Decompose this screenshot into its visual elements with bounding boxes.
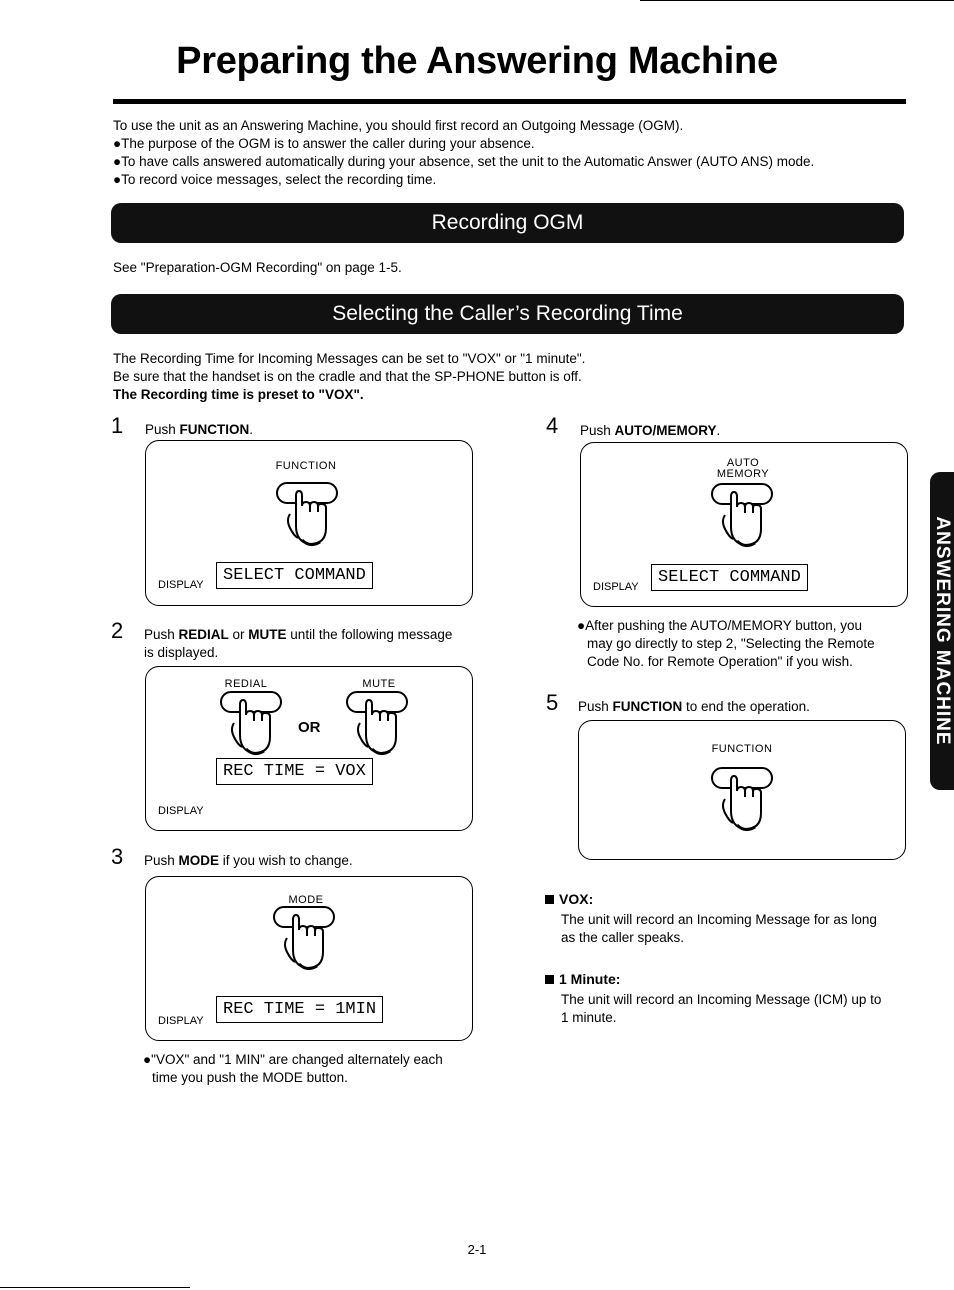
lcd-display: SELECT COMMAND xyxy=(651,564,808,591)
minute-heading xyxy=(545,971,620,989)
intro-line: The Recording Time for Incoming Messages can be set to "VOX" or "1 minute". xyxy=(113,351,586,366)
note-line: Code No. for Remote Operation" if you wish. xyxy=(587,654,853,669)
step4-note xyxy=(577,617,875,671)
button-label: REDIAL xyxy=(224,678,268,690)
ogm-reference-note: See "Preparation-OGM Recording" on page 1-5. xyxy=(113,260,402,275)
button-label xyxy=(703,458,783,480)
description-line: The unit will record an Incoming Message for as long xyxy=(561,912,877,927)
lcd-display: SELECT COMMAND xyxy=(216,562,373,589)
intro-line-bold: The Recording time is preset to "VOX". xyxy=(113,387,364,402)
section-banner-recording-time: Selecting the Caller’s Recording Time xyxy=(111,294,904,334)
button-label: MODE xyxy=(288,894,324,906)
step-instruction xyxy=(145,421,253,439)
step4-panel xyxy=(580,442,908,607)
description-line: 1 minute. xyxy=(561,1010,617,1025)
description-line: as the caller speaks. xyxy=(561,930,685,945)
display-label: DISPLAY xyxy=(158,805,204,817)
chapter-side-tab xyxy=(930,472,954,790)
subheading: VOX: xyxy=(559,891,594,907)
hand-pressing-button-icon xyxy=(346,691,410,759)
description-line: The unit will record an Incoming Message (ICM) up to xyxy=(561,992,882,1007)
hand-pressing-button-icon xyxy=(220,691,284,759)
square-bullet-icon xyxy=(545,975,554,984)
step-text: Push xyxy=(144,853,179,868)
intro-line: To use the unit as an Answering Machine, you should first record an Outgoing Message (OGM). xyxy=(113,118,684,133)
intro-text xyxy=(113,117,913,189)
step-key: MUTE xyxy=(248,627,287,642)
vox-heading xyxy=(545,891,593,909)
step-text: Push xyxy=(580,423,615,438)
intro-line: Be sure that the handset is on the cradle and that the SP-PHONE button is off. xyxy=(113,369,582,384)
recording-time-intro xyxy=(113,350,585,404)
step-key: FUNCTION xyxy=(179,422,250,437)
display-label: DISPLAY xyxy=(158,579,204,591)
bottom-rule xyxy=(0,1287,190,1288)
step-text: if you wish to change. xyxy=(219,853,353,868)
button-label: FUNCTION xyxy=(711,743,773,755)
step-number: 1 xyxy=(111,413,124,438)
hand-pressing-button-icon xyxy=(276,482,340,550)
step-text: to end the operation. xyxy=(682,699,810,714)
note-line: time you push the MODE button. xyxy=(152,1070,348,1085)
step-number: 5 xyxy=(546,690,559,715)
hand-pressing-button-icon xyxy=(711,767,775,835)
step1-panel xyxy=(145,440,473,606)
page-title: Preparing the Answering Machine xyxy=(176,40,778,82)
display-label: DISPLAY xyxy=(593,581,639,593)
step-text: is displayed. xyxy=(144,645,219,660)
step-number: 4 xyxy=(546,413,559,438)
section-banner-recording-ogm: Recording OGM xyxy=(111,203,904,243)
side-tab-label: ANSWERING MACHINE xyxy=(932,516,953,746)
hand-pressing-button-icon xyxy=(711,483,775,551)
top-rule xyxy=(640,0,954,1)
subheading: 1 Minute: xyxy=(559,971,621,987)
hand-pressing-button-icon xyxy=(273,906,337,974)
step-key: MODE xyxy=(178,853,220,868)
vox-description xyxy=(561,911,877,947)
button-label: FUNCTION xyxy=(275,460,337,472)
title-rule xyxy=(113,99,906,104)
or-label: OR xyxy=(298,719,321,736)
step-instruction xyxy=(578,698,810,716)
lcd-display: REC TIME = 1MIN xyxy=(216,996,383,1023)
step-key: REDIAL xyxy=(178,627,229,642)
step-text: . xyxy=(716,423,721,438)
step-key: AUTO/MEMORY xyxy=(614,423,717,438)
minute-description xyxy=(561,991,881,1027)
note-line: ●"VOX" and "1 MIN" are changed alternately each xyxy=(143,1052,443,1067)
note-line: may go directly to step 2, "Selecting the Remote xyxy=(587,636,875,651)
button-label-line: MEMORY xyxy=(716,468,770,480)
step-text: until the following message xyxy=(286,627,453,642)
note-line: ●After pushing the AUTO/MEMORY button, you xyxy=(577,618,863,633)
step-text: or xyxy=(228,627,249,642)
intro-bullet: ●To have calls answered automatically during your absence, set the unit to the Automatic Answer (AUTO ANS) mode. xyxy=(113,154,815,169)
step2-panel xyxy=(145,666,473,831)
step5-panel xyxy=(578,720,906,860)
lcd-display: REC TIME = VOX xyxy=(216,758,373,785)
step-text: Push xyxy=(145,422,180,437)
intro-bullet: ●To record voice messages, select the recording time. xyxy=(113,172,437,187)
step-number: 2 xyxy=(111,618,124,643)
step3-note xyxy=(143,1051,443,1087)
step-key: FUNCTION xyxy=(612,699,683,714)
step-text: . xyxy=(249,422,254,437)
step3-panel xyxy=(145,876,473,1041)
intro-bullet: ●The purpose of the OGM is to answer the caller during your absence. xyxy=(113,136,535,151)
square-bullet-icon xyxy=(545,895,554,904)
page-number: 2-1 xyxy=(467,1242,487,1257)
display-label: DISPLAY xyxy=(158,1015,204,1027)
step-instruction xyxy=(144,852,353,870)
step-text: Push xyxy=(578,699,613,714)
step-number: 3 xyxy=(111,844,124,869)
step-instruction xyxy=(580,422,720,440)
button-label: MUTE xyxy=(362,678,396,690)
step-instruction xyxy=(144,626,474,662)
button-label-line: AUTO xyxy=(726,457,760,469)
step-text: Push xyxy=(144,627,179,642)
